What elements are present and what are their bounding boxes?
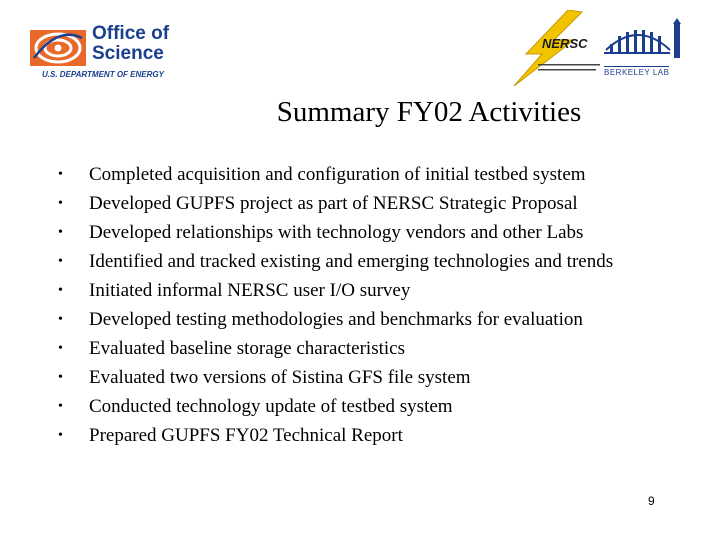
berkeley-lab-label: BERKELEY LAB <box>604 68 670 77</box>
doe-logo-title-line2: Science <box>92 43 164 64</box>
bullet-icon: • <box>58 283 63 298</box>
list-item <box>58 276 613 305</box>
doe-office-of-science-logo <box>30 24 180 80</box>
bullet-text: Evaluated baseline storage characteristics <box>89 338 405 359</box>
bullet-icon: • <box>58 341 63 356</box>
nersc-logo <box>512 10 604 86</box>
doe-logo-subtitle: U.S. DEPARTMENT OF ENERGY <box>42 70 164 79</box>
bullet-icon: • <box>58 225 63 240</box>
bullet-icon: • <box>58 196 63 211</box>
doe-logo-title <box>92 24 192 64</box>
bullet-icon: • <box>58 254 63 269</box>
bullet-text: Developed GUPFS project as part of NERSC Strategic Proposal <box>89 193 578 214</box>
nersc-logo-label: NERSC <box>542 36 588 51</box>
berkeley-lab-building-icon <box>604 18 688 64</box>
bullet-icon: • <box>58 428 63 443</box>
bullet-icon: • <box>58 312 63 327</box>
list-item <box>58 334 613 363</box>
doe-science-logo-icon <box>30 24 86 68</box>
list-item <box>58 160 613 189</box>
slide-title <box>0 94 720 130</box>
bullet-text: Initiated informal NERSC user I/O survey <box>89 280 411 301</box>
page-number: 9 <box>648 494 655 508</box>
bullet-icon: • <box>58 370 63 385</box>
doe-logo-title-line1: Office of <box>92 23 170 44</box>
list-item <box>58 247 613 276</box>
bullet-text: Conducted technology update of testbed system <box>89 396 453 417</box>
list-item <box>58 421 613 450</box>
bullet-text: Evaluated two versions of Sistina GFS file system <box>89 367 471 388</box>
list-item <box>58 305 613 334</box>
list-item <box>58 392 613 421</box>
berkeley-lab-logo <box>604 18 688 80</box>
bullet-text: Developed relationships with technology vendors and other Labs <box>89 222 584 243</box>
list-item <box>58 189 613 218</box>
bullet-text: Identified and tracked existing and emerging technologies and trends <box>89 251 614 272</box>
bullet-text: Prepared GUPFS FY02 Technical Report <box>89 425 403 446</box>
nersc-fine-print-graphic <box>538 62 604 76</box>
bullet-icon: • <box>58 399 63 414</box>
slide-title-text: Summary FY02 Activities <box>276 96 582 128</box>
list-item <box>58 363 613 392</box>
bullet-icon: • <box>58 167 63 182</box>
bullet-list <box>58 160 613 450</box>
list-item <box>58 218 613 247</box>
bullet-text: Completed acquisition and configuration of initial testbed system <box>89 164 586 185</box>
bullet-text: Developed testing methodologies and benchmarks for evaluation <box>89 309 583 330</box>
